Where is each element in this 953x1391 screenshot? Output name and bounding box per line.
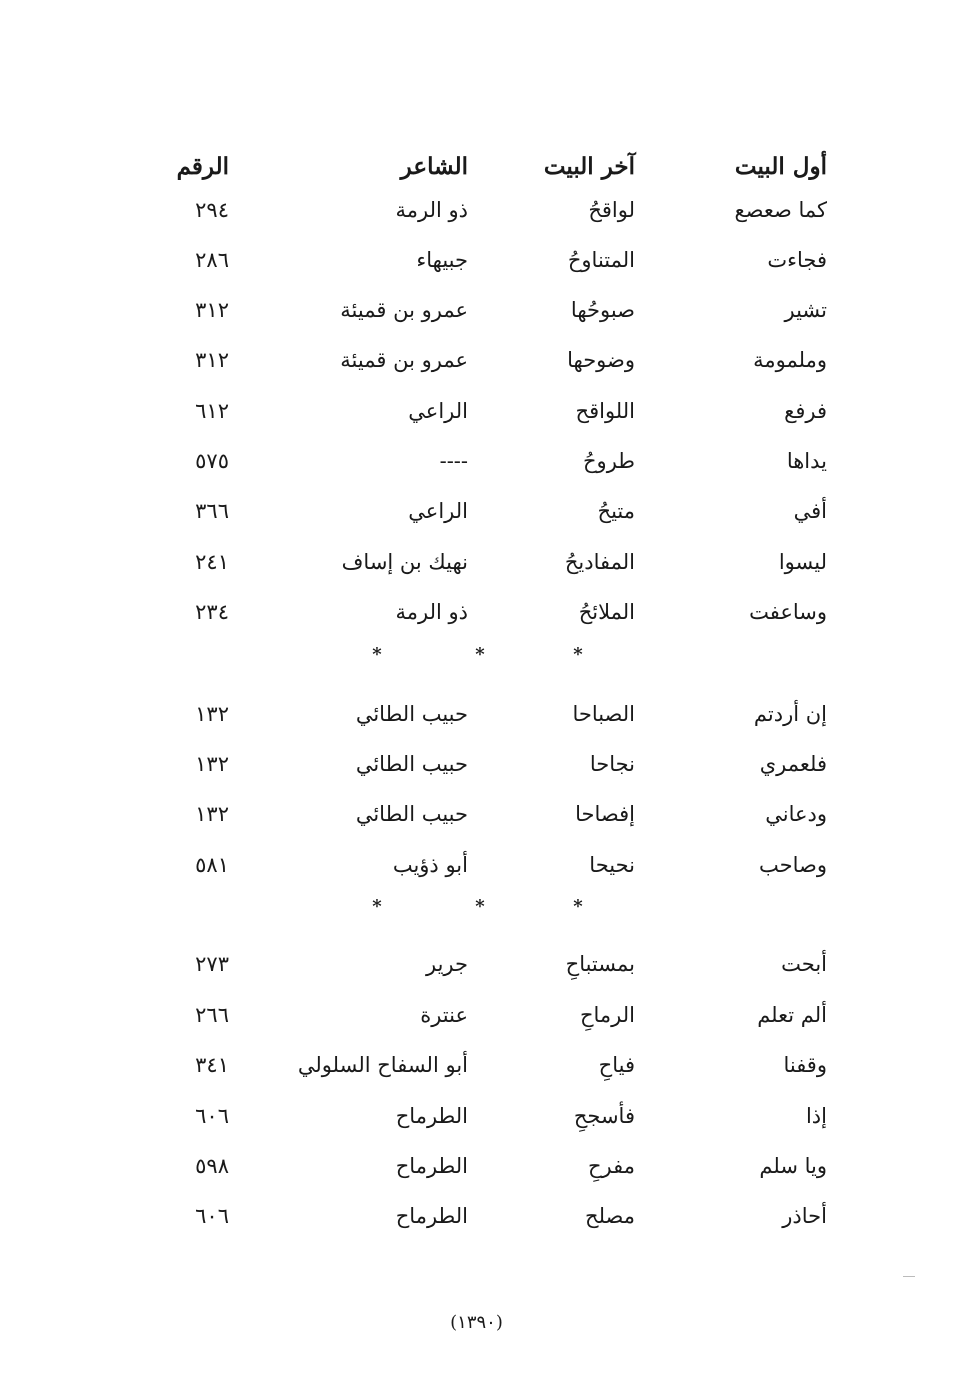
header-poet: الشاعر bbox=[400, 153, 468, 180]
index-row bbox=[0, 491, 953, 531]
index-row bbox=[0, 794, 953, 834]
separator-star: * bbox=[372, 644, 382, 665]
first-word: أبحت bbox=[781, 952, 827, 976]
last-word: المفاديحُ bbox=[564, 550, 635, 574]
verse-number: ٦٠٦ bbox=[195, 1104, 229, 1128]
poet-name: ذو الرمة bbox=[395, 600, 468, 624]
first-word: ويا سلم bbox=[759, 1154, 827, 1178]
first-word: كما صعصع bbox=[734, 198, 827, 222]
verse-number: ٥٩٨ bbox=[195, 1154, 229, 1178]
edge-mark bbox=[903, 1276, 915, 1277]
first-word: أفي bbox=[793, 499, 827, 523]
poet-name: الطرماح bbox=[395, 1104, 468, 1128]
last-word: نجاحا bbox=[589, 752, 635, 776]
verse-number: ٦٠٦ bbox=[195, 1204, 229, 1228]
first-word: فرفع bbox=[784, 399, 827, 423]
verse-number: ٢٣٤ bbox=[195, 600, 229, 624]
index-row bbox=[0, 290, 953, 330]
poet-name: حبيب الطائي bbox=[355, 752, 468, 776]
index-row bbox=[0, 441, 953, 481]
index-row bbox=[0, 542, 953, 582]
verse-number: ٥٨١ bbox=[195, 853, 229, 877]
poet-name: أبو ذؤيب bbox=[392, 853, 468, 877]
last-word: الملائحُ bbox=[578, 600, 635, 624]
last-word: طروحُ bbox=[583, 449, 635, 473]
index-row bbox=[0, 1096, 953, 1136]
last-word: وضوحها bbox=[567, 348, 635, 372]
verse-number: ٣١٢ bbox=[195, 298, 229, 322]
last-word: فأسجحِ bbox=[573, 1104, 635, 1128]
verse-number: ٥٧٥ bbox=[195, 449, 229, 473]
poet-name: حبيب الطائي bbox=[355, 802, 468, 826]
verse-number: ٢٦٦ bbox=[195, 1003, 229, 1027]
last-word: صبوحُها bbox=[570, 298, 635, 322]
index-row bbox=[0, 744, 953, 784]
table-header bbox=[0, 147, 953, 187]
first-word: أحاذر bbox=[782, 1204, 827, 1228]
poet-name: الطرماح bbox=[395, 1204, 468, 1228]
index-row bbox=[0, 1045, 953, 1085]
group-separator bbox=[0, 640, 953, 670]
poet-name: ذو الرمة bbox=[395, 198, 468, 222]
header-last-word: آخر البيت bbox=[543, 153, 635, 180]
last-word: نحيحا bbox=[589, 853, 635, 877]
first-word: وصاحب bbox=[759, 853, 827, 877]
poet-name: عمرو بن قميئة bbox=[340, 298, 468, 322]
verse-number: ٢٤١ bbox=[195, 550, 229, 574]
last-word: الصباحا bbox=[572, 702, 635, 726]
last-word: لواقحُ bbox=[588, 198, 635, 222]
poet-name: أبو السفاح السلولي bbox=[297, 1053, 468, 1077]
first-word: وساعفت bbox=[749, 600, 827, 624]
separator-star: * bbox=[372, 896, 382, 917]
first-word: تشير bbox=[784, 298, 827, 322]
separator-star: * bbox=[573, 896, 583, 917]
index-row bbox=[0, 391, 953, 431]
first-word: فجاءت bbox=[767, 248, 827, 272]
last-word: فياحِ bbox=[598, 1053, 635, 1077]
last-word: بمستباحِ bbox=[565, 952, 635, 976]
poet-name: ---- bbox=[439, 449, 468, 473]
verse-number: ١٣٢ bbox=[195, 752, 229, 776]
first-word: ليسوا bbox=[778, 550, 827, 574]
verse-number: ٣٤١ bbox=[195, 1053, 229, 1077]
last-word: اللواقح bbox=[575, 399, 635, 423]
verse-number: ٢٩٤ bbox=[195, 198, 229, 222]
first-word: ودعاني bbox=[765, 802, 827, 826]
last-word: متيحُ bbox=[597, 499, 635, 523]
separator-star: * bbox=[573, 644, 583, 665]
first-word: إن أردتم bbox=[753, 702, 827, 726]
index-row bbox=[0, 944, 953, 984]
poet-name: الطرماح bbox=[395, 1154, 468, 1178]
group-separator bbox=[0, 892, 953, 922]
poet-name: الراعي bbox=[408, 399, 468, 423]
poet-name: عنترة bbox=[420, 1003, 468, 1027]
first-word: فلعمري bbox=[759, 752, 827, 776]
header-number: الرقم bbox=[176, 153, 229, 180]
index-row bbox=[0, 592, 953, 632]
first-word: وقفنا bbox=[783, 1053, 827, 1077]
index-row bbox=[0, 694, 953, 734]
index-row bbox=[0, 240, 953, 280]
page-number: (١٣٩٠) bbox=[450, 1312, 503, 1333]
verse-number: ٦١٢ bbox=[195, 399, 229, 423]
first-word: إذا bbox=[805, 1104, 827, 1128]
first-word: ألم تعلم bbox=[757, 1003, 827, 1027]
verse-number: ٢٨٦ bbox=[195, 248, 229, 272]
index-row bbox=[0, 845, 953, 885]
poet-name: جبيهاء bbox=[416, 248, 468, 272]
last-word: إفصاحا bbox=[575, 802, 635, 826]
poet-name: جرير bbox=[426, 952, 468, 976]
verse-number: ١٣٢ bbox=[195, 802, 229, 826]
index-row bbox=[0, 1196, 953, 1236]
poet-name: نهيك بن إساف bbox=[341, 550, 468, 574]
first-word: وملمومة bbox=[753, 348, 827, 372]
last-word: مفرحِ bbox=[587, 1154, 635, 1178]
last-word: الرماحِ bbox=[579, 1003, 635, 1027]
last-word: المتناوحُ bbox=[567, 248, 635, 272]
index-row bbox=[0, 340, 953, 380]
first-word: يداها bbox=[786, 449, 827, 473]
verse-number: ٣٦٦ bbox=[195, 499, 229, 523]
separator-star: * bbox=[475, 644, 485, 665]
last-word: مصلح bbox=[585, 1204, 635, 1228]
header-first-word: أول البيت bbox=[734, 153, 827, 180]
verse-number: ١٣٢ bbox=[195, 702, 229, 726]
poet-name: عمرو بن قميئة bbox=[340, 348, 468, 372]
separator-star: * bbox=[475, 896, 485, 917]
index-row bbox=[0, 1146, 953, 1186]
poet-name: حبيب الطائي bbox=[355, 702, 468, 726]
verse-number: ٣١٢ bbox=[195, 348, 229, 372]
index-row bbox=[0, 190, 953, 230]
index-row bbox=[0, 995, 953, 1035]
poet-name: الراعي bbox=[408, 499, 468, 523]
verse-number: ٢٧٣ bbox=[195, 952, 229, 976]
